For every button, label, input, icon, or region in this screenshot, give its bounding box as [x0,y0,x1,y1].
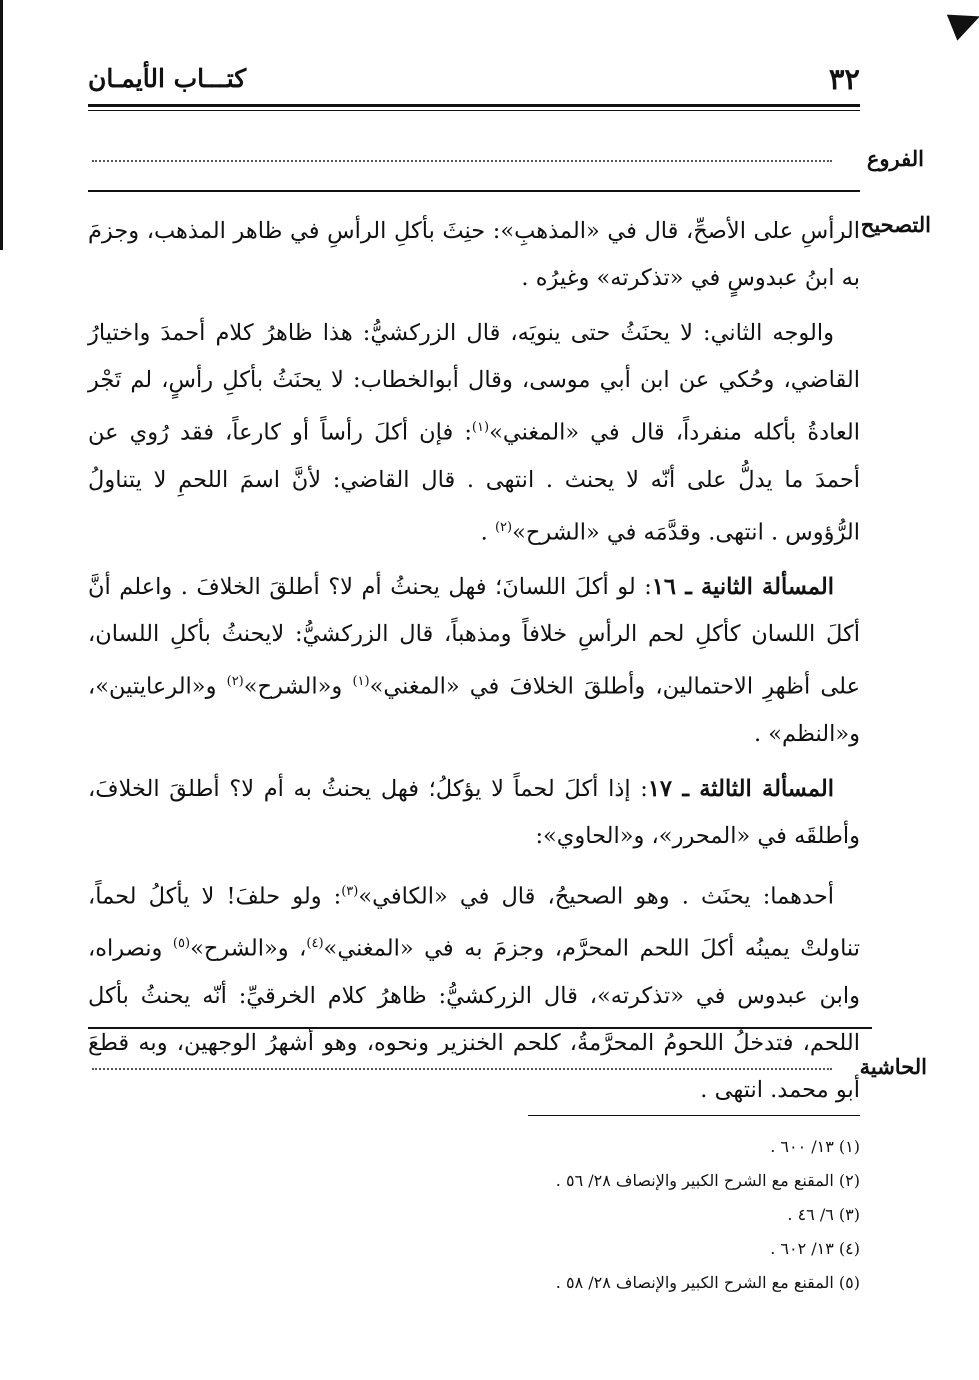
footnotes [260,1130,860,1300]
corner-arrow-mark [947,3,979,40]
furu-section-rule [88,190,860,192]
footnote: (٥) المقنع مع الشرح الكبير والإنصاف ٢٨/ ٥٨ . [555,1273,860,1292]
hashiya-section-label: الحاشية [859,1054,927,1079]
footnote: (٤) ١٣/ ٦٠٢ . [770,1239,860,1258]
footnote-ref: (١) [471,420,490,435]
footnote-ref: (٤) [306,936,324,951]
footnote-ref: (٢) [494,519,513,535]
paragraph: والوجه الثاني: لا يحنَثُ حتى ينويَه، قال الزركشيُّ: هذا ظاهرُ كلام أحمدَ واختيارُ القاضي، وحُكي عن ابن أبي موسى، وقال أبوالخطاب: لا يحنَثُ بأكلِ رأسٍ، لم تَجْر العادةُ بأكله منفرداً، قال في «المغني»$^{(١)}$: فإن أكلَ رأساً أو كارعاً، فقد رُوي عن أحمدَ ما يدلُّ على أنّه لا يحنث . انتهى . قال القاضي: لأنَّ اسمَ اللحمِ لا يتناولُ الرُّؤوس . انتهى. وقدَّمَه في «الشرح»$^{(٢)}$ . [88,320,860,545]
footnote-rule [528,1115,860,1116]
footnote: (٣) ٦/ ٤٦ . [787,1205,860,1224]
running-title: كتـــاب الأيمـان [88,64,247,93]
footnote-ref: (٥) [172,936,191,951]
hashiya-dotted-line [92,1068,832,1070]
tashih-section-label: التصحيح [860,212,931,237]
furu-dotted-line [92,160,832,162]
furu-section-label: الفروع [866,146,924,171]
paragraph: المسألة الثالثة ـ ١٧: إذا أكلَ لحماً لا يؤكلُ؛ فهل يحنثُ به أم لا؟ أطلقَ الخلافَ، وأطلقَه في «المحرر»، و«الحاوي»: [88,775,860,849]
page-edge-mark [0,0,3,250]
footnote: (١) ١٣/ ٦٠٠ . [770,1137,860,1156]
page-number: ٣٢ [828,62,860,96]
issue-heading: المسألة الثالثة ـ ١٧ [647,775,834,802]
footnote-ref: (١) [352,674,370,689]
tashih-section-rule [88,1027,872,1029]
header-rule-thin [88,110,860,111]
paragraph: الرأسِ على الأصحِّ، قال في «المذهبِ»: حنِثَ بأكلِ الرأسِ في ظاهر المذهب، وجزمَ به ابنُ عبدوسٍ في «تذكرته» وغيرُه . [88,218,860,291]
paragraph: المسألة الثانية ـ ١٦: لو أكلَ اللسانَ؛ فهل يحنثُ أم لا؟ أطلقَ الخلافَ . واعلم أنَّ أكلَ اللسان كأكلِ لحم الرأسِ خلافاً ومذهباً، قال الزركشيُّ: لايحنثُ بأكلِ اللسان، على أظهرِ الاحتمالين، وأطلقَ الخلافَ في «المغني»$^{(١)}$ و«الشرح»$^{(٢)}$ و«الرعايتين»، و«النظم» . [88,574,860,747]
paragraph: أحدهما: يحنَث . وهو الصحيحُ، قال في «الكافي»$^{(٣)}$: ولو حلفَ! لا يأكلُ لحماً، تناولتْ يمينُه أكلَ اللحم المحرَّم، وجزمَ به في «المغني»$^{(٤)}$، و«الشرح»$^{(٥)}$ ونصراه، وابن عبدوس في «تذكرته»، قال الزركشيُّ: ظاهرُ كلام الخرقيِّ: أنّه يحنثُ بأكل اللحم، فتدخلُ اللحومُ المحرَّمةُ، كلحم الخنزير ونحوه، وهو أشهرُ الوجهين، وبه قطعَ أبو محمد. انتهى . [88,883,860,1103]
page-header [88,62,860,102]
header-rule [88,104,860,107]
footnote-ref: (٢) [226,674,244,689]
main-text [88,208,860,1122]
footnote: (٢) المقنع مع الشرح الكبير والإنصاف ٢٨/ ٥٦ . [555,1171,860,1190]
footnote-ref: (٣) [341,883,359,899]
issue-heading: المسألة الثانية ـ ١٦ [651,574,835,600]
